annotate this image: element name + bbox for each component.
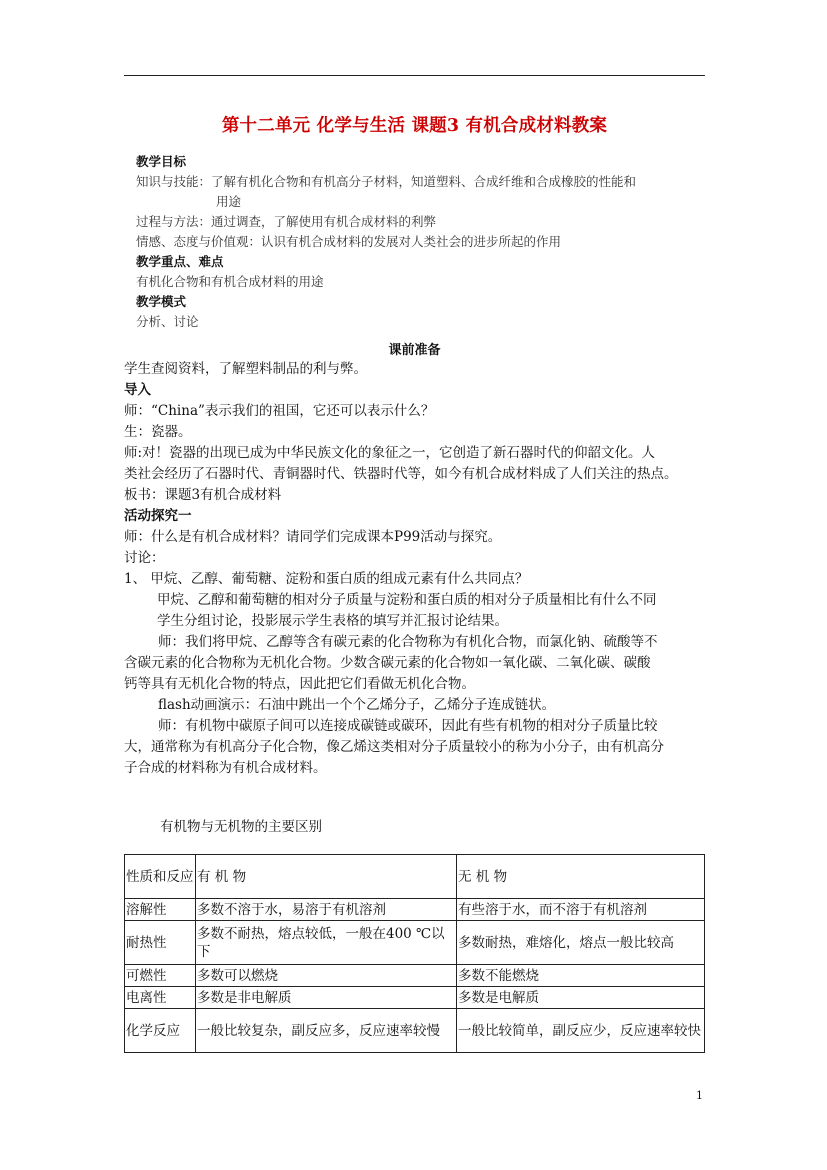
key-points-heading: 教学重点、难点 <box>136 254 224 269</box>
table-cell: 一般比较复杂，副反应多，反应速率较慢 <box>196 1009 457 1053</box>
table-cell: 多数可以燃烧 <box>196 965 457 987</box>
activity-line: 钙等具有无机化合物的特点，因此把它们看做无机化合物。 <box>124 676 475 692</box>
table-cell: 多数是非电解质 <box>196 987 457 1009</box>
prep-text: 学生查阅资料，了解塑料制品的利与弊。 <box>124 361 367 377</box>
header-rule <box>124 75 705 76</box>
table-row <box>125 987 705 1009</box>
intro-line: 类社会经历了石器时代、青铜器时代、铁器时代等，如今有机合成材料成了人们关注的热点。 <box>124 466 678 482</box>
activity-line: 1、 甲烷、乙醇、葡萄糖、淀粉和蛋白质的组成元素有什么共同点？ <box>124 571 529 587</box>
activity-line: flash动画演示：石油中跳出一个个乙烯分子，乙烯分子连成链状。 <box>158 697 556 713</box>
activity-line: 师：有机物中碳原子间可以连接成碳链或碳环，因此有些有机物的相对分子质量比较 <box>158 718 658 734</box>
table-cell: 耐热性 <box>125 921 196 965</box>
teaching-goals-section <box>136 152 696 332</box>
activity-heading: 活动探究一 <box>124 508 192 524</box>
table-row <box>125 965 705 987</box>
table-row <box>125 899 705 921</box>
table-cell: 多数不能燃烧 <box>457 965 705 987</box>
table-row <box>125 921 705 965</box>
key-points-text: 有机化合物和有机合成材料的用途 <box>136 274 324 289</box>
table-cell: 多数不溶于水，易溶于有机溶剂 <box>196 899 457 921</box>
table-cell: 多数是电解质 <box>457 987 705 1009</box>
intro-line: 生：瓷器。 <box>124 424 192 440</box>
goal-knowledge-cont: 用途 <box>216 194 242 209</box>
lesson-body <box>124 359 724 779</box>
goal-knowledge: 知识与技能：了解有机化合物和有机高分子材料，知道塑料、合成纤维和合成橡胶的性能和 <box>136 174 637 189</box>
table-cell: 溶解性 <box>125 899 196 921</box>
goal-emotion: 情感、态度与价值观：认识有机合成材料的发展对人类社会的进步所起的作用 <box>136 234 562 249</box>
table-cell: 可燃性 <box>125 965 196 987</box>
activity-line: 大，通常称为有机高分子化合物，像乙烯这类相对分子质量较小的称为小分子，由有机高分 <box>124 739 664 755</box>
page-title: 第十二单元 化学与生活 课题3 有机合成材料教案 <box>221 116 608 136</box>
teaching-mode-heading: 教学模式 <box>136 294 187 309</box>
page-number: 1 <box>696 1089 703 1102</box>
goals-heading: 教学目标 <box>136 154 187 169</box>
table-header-cell: 有 机 物 <box>196 855 457 899</box>
intro-line: 师：“China”表示我们的祖国，它还可以表示什么？ <box>124 403 435 419</box>
intro-line: 师:对！瓷器的出现已成为中华民族文化的象征之一，它创造了新石器时代的仰韶文化。人 <box>124 445 656 461</box>
activity-line: 师：我们将甲烷、乙醇等含有碳元素的化合物称为有机化合物，而氯化钠、硫酸等不 <box>158 634 658 650</box>
activity-line: 子合成的材料称为有机合成材料。 <box>124 760 327 776</box>
table-caption: 有机物与无机物的主要区别 <box>160 819 322 835</box>
goal-process: 过程与方法：通过调查，了解使用有机合成材料的利弊 <box>136 214 437 229</box>
table-row <box>125 1009 705 1053</box>
table-header-row <box>125 855 705 899</box>
comparison-table <box>124 854 705 1053</box>
intro-line: 板书：课题3有机合成材料 <box>124 487 282 503</box>
teaching-mode-text: 分析、讨论 <box>136 314 199 329</box>
table-cell: 有些溶于水，而不溶于有机溶剂 <box>457 899 705 921</box>
table-cell: 一般比较简单，副反应少，反应速率较快 <box>457 1009 705 1053</box>
table-header-cell: 无 机 物 <box>457 855 705 899</box>
table-cell: 多数耐热，难熔化，熔点一般比较高 <box>457 921 705 965</box>
prep-heading: 课前准备 <box>388 343 441 358</box>
table-header-cell: 性质和反应 <box>125 855 196 899</box>
table-cell: 多数不耐热，熔点较低，一般在400 ℃以下 <box>196 921 457 965</box>
activity-line: 学生分组讨论，投影展示学生表格的填写并汇报讨论结果。 <box>157 613 508 629</box>
table-cell: 化学反应 <box>125 1009 196 1053</box>
intro-heading: 导入 <box>124 382 151 398</box>
activity-line: 师：什么是有机合成材料？请同学们完成课本P99活动与探究。 <box>124 529 502 545</box>
table-cell: 电离性 <box>125 987 196 1009</box>
activity-line: 含碳元素的化合物称为无机化合物。少数含碳元素的化合物如一氧化碳、二氧化碳、碳酸 <box>124 655 651 671</box>
activity-line: 讨论： <box>124 550 165 566</box>
activity-line: 甲烷、乙醇和葡萄糖的相对分子质量与淀粉和蛋白质的相对分子质量相比有什么不同 <box>157 592 657 608</box>
